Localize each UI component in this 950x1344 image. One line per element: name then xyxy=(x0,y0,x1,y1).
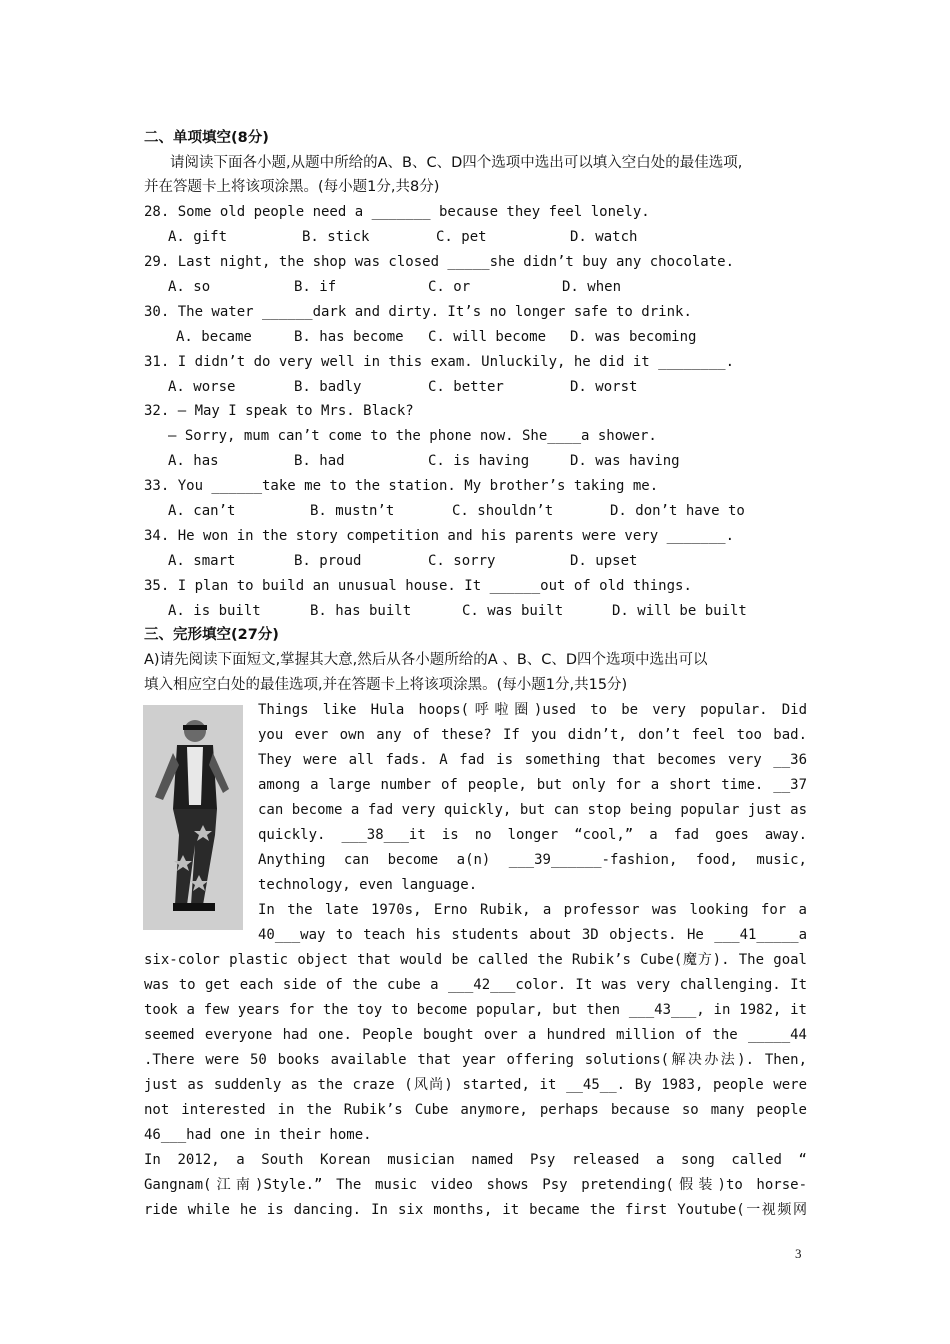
passage-line: six-color plastic object that would be called the Rubik’s Cube(魔方). The goal xyxy=(144,952,807,968)
passage-line: .There were 50 books available that year offering solutions(解决办法). Then, xyxy=(144,1052,807,1068)
option-d: D. was becoming xyxy=(570,329,697,345)
option-d: D. don’t have to xyxy=(610,503,745,519)
option-d: D. when xyxy=(562,279,622,295)
passage-line: you ever own any of these? If you didn’t, don’t feel too bad. xyxy=(258,727,807,743)
page-number: 3 xyxy=(795,1246,802,1261)
option-a: A. so xyxy=(168,279,211,295)
option-a: A. became xyxy=(176,329,252,345)
passage-line: technology, even language. xyxy=(258,877,478,893)
passage-paragraph-2 xyxy=(144,923,807,1223)
option-c: C. is having xyxy=(428,453,530,469)
question-28-stem: 28. Some old people need a _______ because they feel lonely. xyxy=(144,204,650,220)
section-2-instruction: 请阅读下面各小题,从题中所给的A、B、C、D四个选项中选出可以填入空白处的最佳选项, xyxy=(170,155,743,171)
question-30-stem: 30. The water ______dark and dirty. It’s no longer safe to drink. xyxy=(144,304,692,320)
question-32-stem: 32. — May I speak to Mrs. Black? xyxy=(144,403,414,419)
option-c: C. better xyxy=(428,379,504,395)
section-2-instruction-cont: 并在答题卡上将该项涂黑。(每小题1分,共8分) xyxy=(144,179,440,195)
option-b: B. stick xyxy=(302,229,370,245)
option-c: C. sorry xyxy=(428,553,496,569)
section-2-heading: 二、单项填空(8分) xyxy=(144,130,269,146)
passage-line: ride while he is dancing. In six months, it became the first Youtube(一视频网 xyxy=(144,1202,807,1218)
option-b: B. badly xyxy=(294,379,362,395)
passage-line: Anything can become a(n) ___39______-fashion, food, music, xyxy=(258,852,807,868)
question-35-stem: 35. I plan to build an unusual house. It ______out of old things. xyxy=(144,578,692,594)
passage-line: took a few years for the toy to become popular, but then ___43___, in 1982, it xyxy=(144,1002,807,1018)
option-b: B. mustn’t xyxy=(310,503,395,519)
question-29-stem: 29. Last night, the shop was closed _____she didn’t buy any chocolate. xyxy=(144,254,735,270)
option-b: B. has become xyxy=(294,329,404,345)
option-d: D. worst xyxy=(570,379,638,395)
question-34-stem: 34. He won in the story competition and his parents were very _______. xyxy=(144,528,735,544)
option-b: B. had xyxy=(294,453,345,469)
option-c: C. or xyxy=(428,279,471,295)
option-a: A. smart xyxy=(168,553,236,569)
passage-line: Things like Hula hoops(呼啦圈)used to be very popular. Did xyxy=(258,702,807,718)
option-c: C. shouldn’t xyxy=(452,503,554,519)
passage-line: can become a fad very quickly, but can stop being popular just as xyxy=(258,802,807,818)
passage-line: seemed everyone had one. People bought over a hundred million of the _____44 xyxy=(144,1027,807,1043)
question-32-stem-reply: — Sorry, mum can’t come to the phone now. She____a shower. xyxy=(168,428,657,444)
option-c: C. pet xyxy=(436,229,487,245)
option-a: A. worse xyxy=(168,379,236,395)
passage-line: not interested in the Rubik’s Cube anymore, perhaps because so many people xyxy=(144,1102,807,1118)
section-3-heading: 三、完形填空(27分) xyxy=(144,627,279,643)
dancer-photo xyxy=(143,705,243,930)
passage-line: They were all fads. A fad is something that becomes very __36 xyxy=(258,752,807,768)
passage-line: 46___had one in their home. xyxy=(144,1127,372,1143)
passage-line: Gangnam(江南)Style.” The music video shows Psy pretending(假装)to horse- xyxy=(144,1177,807,1193)
passage-line: quickly. ___38___it is no longer “cool,” a fad goes away. xyxy=(258,827,807,843)
passage-paragraph-1 xyxy=(258,698,807,923)
option-a: A. is built xyxy=(168,603,261,619)
option-d: D. was having xyxy=(570,453,680,469)
option-b: B. if xyxy=(294,279,337,295)
option-a: A. has xyxy=(168,453,219,469)
passage-line: 40___way to teach his students about 3D objects. He ___41_____a xyxy=(258,927,807,943)
option-a: A. can’t xyxy=(168,503,236,519)
option-c: C. was built xyxy=(462,603,564,619)
option-d: D. watch xyxy=(570,229,638,245)
option-b: B. has built xyxy=(310,603,412,619)
option-c: C. will become xyxy=(428,329,547,345)
passage-line: just as suddenly as the craze (风尚) started, it __45__. By 1983, people were xyxy=(144,1077,807,1093)
question-31-stem: 31. I didn’t do very well in this exam. Unluckily, he did it ________. xyxy=(144,354,735,370)
question-33-stem: 33. You ______take me to the station. My brother’s taking me. xyxy=(144,478,659,494)
option-b: B. proud xyxy=(294,553,362,569)
section-3-instruction: A)请先阅读下面短文,掌握其大意,然后从各小题所给的A 、B、C、D四个选项中选出可以 xyxy=(144,652,708,668)
option-a: A. gift xyxy=(168,229,228,245)
option-d: D. will be built xyxy=(612,603,747,619)
passage-line: among a large number of people, but only for a short time. __37 xyxy=(258,777,807,793)
passage-line: In 2012, a South Korean musician named Psy released a song called “ xyxy=(144,1152,807,1168)
passage-line: In the late 1970s, Erno Rubik, a professor was looking for a xyxy=(258,902,807,918)
dancer-figure-icon xyxy=(143,705,243,930)
passage-line: was to get each side of the cube a ___42___color. It was very challenging. It xyxy=(144,977,807,993)
option-d: D. upset xyxy=(570,553,638,569)
section-3-instruction-cont: 填入相应空白处的最佳选项,并在答题卡上将该项涂黑。(每小题1分,共15分) xyxy=(144,677,628,693)
